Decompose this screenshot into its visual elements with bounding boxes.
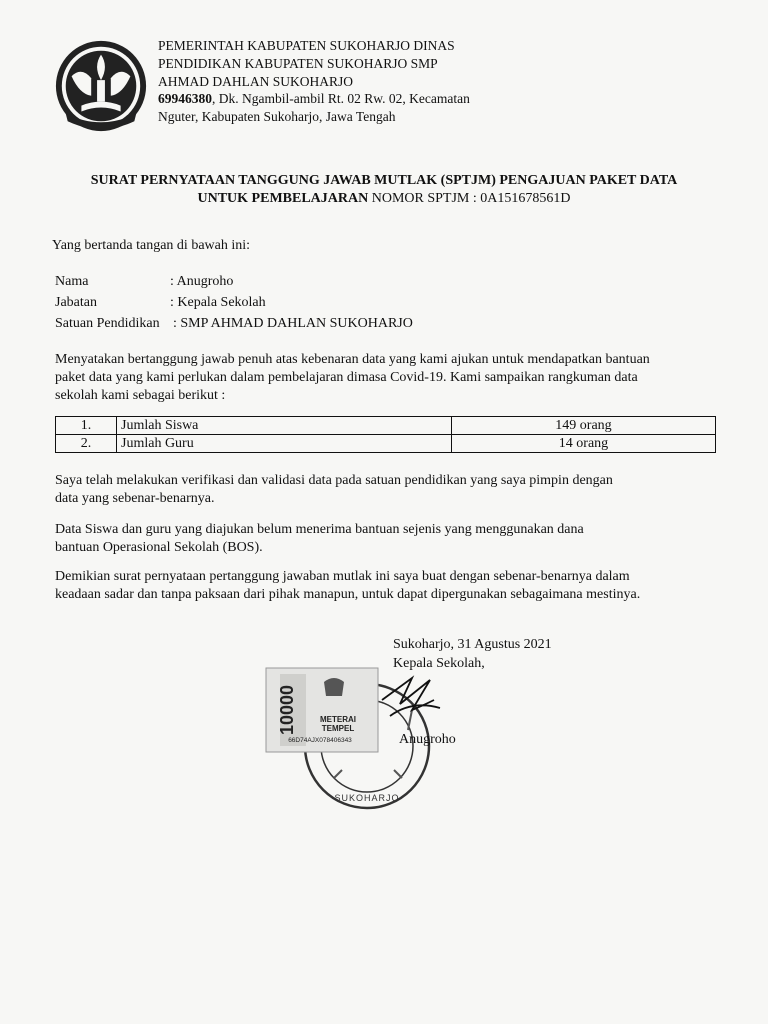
position-label: Jabatan	[55, 295, 97, 310]
title-line-2	[0, 190, 768, 208]
signature-place-date: Sukoharjo, 31 Agustus 2021	[393, 637, 552, 652]
position-value: : Kepala Sekolah	[170, 295, 266, 310]
document-title	[0, 172, 768, 208]
tut-wuri-handayani-logo	[52, 37, 150, 135]
verification-paragraph	[55, 472, 613, 508]
unit-label: Satuan Pendidikan	[55, 316, 160, 331]
row-number: 1.	[56, 417, 117, 435]
verification-line-2: data yang sebenar-benarnya.	[55, 491, 215, 506]
letterhead-line-1: PEMERINTAH KABUPATEN SUKOHARJO DINAS	[158, 38, 455, 53]
row-item: Jumlah Guru	[117, 435, 452, 453]
meterai-duty-stamp	[266, 668, 378, 752]
letterhead-line-2: PENDIDIKAN KABUPATEN SUKOHARJO SMP	[158, 55, 438, 71]
bos-line-1: Data Siswa dan guru yang diajukan belum menerima bantuan sejenis yang menggunakan dana	[55, 522, 584, 537]
signature-role: Kepala Sekolah,	[393, 656, 485, 671]
seal-text: SUKOHARJO	[334, 793, 400, 803]
meterai-value: 10000	[277, 684, 297, 736]
letterhead	[158, 37, 578, 126]
meterai-label-1: METERAI	[320, 715, 356, 724]
row-item: Jumlah Siswa	[117, 417, 452, 435]
closing-paragraph	[55, 568, 640, 604]
title-line-2-rest: NOMOR SPTJM : 0A151678561D	[368, 191, 571, 206]
letterhead-line-3: AHMAD DAHLAN SUKOHARJO	[158, 73, 354, 89]
meterai-label-2: TEMPEL	[321, 724, 355, 733]
table-row	[56, 435, 716, 453]
closing-line-1: Demikian surat pernyataan pertanggung jawaban mutlak ini saya buat dengan sebenar-benarnya dalam	[55, 569, 630, 584]
table-row	[56, 417, 716, 435]
row-value: 14 orang	[452, 435, 716, 453]
unit-value: : SMP AHMAD DAHLAN SUKOHARJO	[173, 316, 413, 331]
intro-text: Yang bertanda tangan di bawah ini:	[52, 238, 251, 253]
signer-name: Anugroho	[399, 732, 456, 747]
closing-line-2: keadaan sadar dan tanpa paksaan dari pihak manapun, untuk dapat dipergunakan sebagaimana mestinya.	[55, 587, 641, 602]
title-line-1: SURAT PERNYATAAN TANGGUNG JAWAB MUTLAK (SPTJM) PENGAJUAN PAKET DATA	[90, 173, 678, 188]
data-summary-table	[55, 416, 716, 453]
letterhead-address-rest: , Dk. Ngambil-ambil Rt. 02 Rw. 02, Kecamatan	[212, 91, 470, 107]
verification-line-1: Saya telah melakukan verifikasi dan validasi data pada satuan pendidikan yang saya pimpin dengan	[55, 473, 613, 488]
row-value: 149 orang	[452, 417, 716, 435]
signature-scribble	[382, 678, 440, 716]
statement-line-3: sekolah kami sebagai berikut :	[55, 388, 226, 403]
statement-paragraph	[55, 351, 650, 405]
letterhead-line-5: Nguter, Kabupaten Sukoharjo, Jawa Tengah	[158, 109, 396, 125]
name-value: : Anugroho	[170, 274, 234, 289]
statement-line-1: Menyatakan bertanggung jawab penuh atas kebenaran data yang kami ajukan untuk mendapatkan bantuan	[55, 352, 650, 367]
title-line-2-bold: UNTUK PEMBELAJARAN	[197, 191, 369, 206]
letterhead-phone: 69946380	[158, 91, 212, 107]
statement-line-2: paket data yang kami perlukan dalam pembelajaran dimasa Covid-19. Kami sampaikan rangkuman data	[55, 370, 638, 385]
row-number: 2.	[56, 435, 117, 453]
name-label: Nama	[55, 274, 89, 289]
letterhead-address	[158, 90, 578, 108]
bos-paragraph	[55, 521, 584, 557]
meterai-serial: 66D74AJX078406343	[288, 737, 352, 744]
bos-line-2: bantuan Operasional Sekolah (BOS).	[55, 540, 263, 555]
